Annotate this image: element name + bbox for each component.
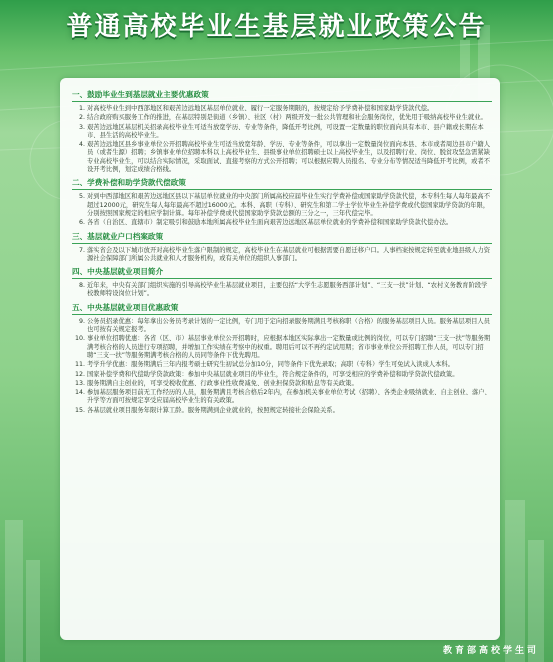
list-item [72, 124, 492, 141]
item-number: 11. [74, 361, 85, 369]
section-1 [72, 90, 492, 174]
section-2 [72, 178, 492, 227]
issuer-footer: 教育部高校学生司 [442, 646, 539, 656]
item-text: 各基层就业项目服务年限计算工龄。服务期满到企业就业的，按照规定转接社会保险关系。 [87, 406, 339, 414]
item-text: 公务员招录优惠：每年拿出公务员考录计划的一定比例，专门用于定向招录服务期满且考核称职（合格）的服务基层项目人员。服务基层项目人员也可按有关规定报考。 [87, 317, 490, 334]
list-item [72, 282, 492, 299]
section-title: 四、中央基层就业项目简介 [72, 267, 492, 279]
list-item [72, 371, 492, 379]
list-item [72, 247, 492, 264]
list-item [72, 380, 492, 388]
notice-content [72, 90, 492, 419]
item-number: 15. [74, 406, 85, 414]
item-text: 落实省会及以下城市放开对高校毕业生落户限制的规定，高校毕业生在基层就业可根据需要自愿迁移户口。人事档案按规定转至就业地县级人力资源社会保障部门所属公共就业和人才服务机构，或有关单位的组织人事部门。 [87, 246, 490, 262]
item-number: 1. [78, 105, 85, 112]
section-title: 一、鼓励毕业生到基层就业主要优惠政策 [72, 90, 492, 102]
item-number: 4. [78, 141, 85, 149]
item-text: 对高校毕业生到中西部地区和艰苦边远地区基层单位就业、履行一定服务期限的，按规定给予学费补偿和国家助学贷款代偿。 [87, 105, 434, 112]
item-number: 10. [74, 335, 85, 343]
item-number: 13. [74, 379, 85, 387]
section-title: 五、中央基层就业项目优惠政策 [72, 303, 492, 315]
page-title: 普通高校毕业生基层就业政策公告 [66, 12, 487, 42]
item-text: 对到中西部地区和艰苦边远地区县以下基层单位就业的中央部门所属高校应届毕业生实行学费补偿或国家助学贷款代偿，本专科生每人每年最高不超过12000元，研究生每人每年最高不超过16000元。本科、高职（专科）、研究生和第二学士学位毕业生补偿学费或代偿国家助学贷款的年限，分别按照国家规定的相应学制计算。每年补偿学费或代偿国家助学贷款总额的三分之一，三年代偿完毕。 [87, 193, 490, 217]
item-text: 艰苦边远地区基层机关招录高校毕业生可适当放宽学历、专业等条件，降低开考比例，可设置一定数量的职位面向具有本市、县户籍或长期在本市、县生活的高校毕业生。 [87, 123, 484, 139]
item-text: 近年来，中央有关部门组织实施的引导高校毕业生基层就业项目，主要包括“大学生志愿服务西部计划”、“三支一扶”计划、“农村义务教育阶段学校教师特设岗位计划”。 [87, 282, 488, 298]
list-item [72, 219, 492, 227]
list-item [72, 105, 492, 113]
item-text: 服务期满自主创业的，可享受税收优惠、行政事业性收费减免、创业担保贷款和贴息等有关政策。 [87, 379, 358, 387]
item-number: 14. [74, 389, 85, 397]
item-number: 8. [78, 282, 85, 290]
list-item [72, 407, 492, 415]
item-number: 3. [78, 123, 85, 131]
item-number: 6. [78, 219, 85, 227]
list-item [72, 193, 492, 218]
item-text: 各省（自治区、直辖市）制定吸引和鼓励本地所属高校毕业生面向艰苦边远地区基层单位就业的学费补偿和国家助学贷款代偿办法。 [87, 219, 453, 227]
item-text: 国家补偿学费和代偿助学贷款政策：参加中央基层就业项目的毕业生，符合规定条件的，可享受相应的学费补偿和助学贷款代偿政策。 [87, 370, 459, 378]
item-number: 12. [74, 370, 85, 378]
list-item [72, 335, 492, 360]
list-item [72, 114, 492, 122]
item-text: 结合政府购买服务工作的推进，在基层特别是街道（乡镇）、社区（村）两级开发一批公共管理和社会服务岗位，优先用于吸纳高校毕业生就业。 [87, 114, 487, 122]
section-3 [72, 232, 492, 264]
item-number: 5. [78, 193, 85, 201]
section-title: 二、学费补偿和助学贷款代偿政策 [72, 178, 492, 190]
item-text: 事业单位招聘优惠：各省（区、市）基层事业单位公开招聘时，应根据本地区实际拿出一定数量或比例的岗位，可以专门招聘“三支一扶”等服务期满考核合格的人员进行专项招聘，并增加工作实绩在考察中的权重。聘用后可以不再约定试用期；省市事业单位公开招聘工作人员，可以专门招聘“三支一扶”等服务期满考核合格的人员同等条件下优先聘用。 [87, 335, 491, 359]
section-5 [72, 303, 492, 415]
item-number: 7. [78, 246, 85, 254]
item-number: 9. [78, 317, 85, 325]
section-title: 三、基层就业户口档案政策 [72, 232, 492, 244]
item-text: 考学升学优惠：服务期满后三年内报考硕士研究生初试总分加10分，同等条件下优先录取；高职（专科）学生可免试入读成人本科。 [87, 361, 454, 369]
list-item [72, 361, 492, 369]
section-4 [72, 267, 492, 299]
item-number: 2. [78, 114, 85, 122]
list-item [72, 141, 492, 174]
list-item [72, 389, 492, 406]
item-text: 参加基层服务项目前无工作经历的人员，服务期满且考核合格后2年内，在参加机关事业单位考试（招聘）、各类企业吸纳就业、自主创业、落户、升学等方面可按规定享受应届高校毕业生的有关政策。 [87, 389, 491, 405]
list-item [72, 318, 492, 335]
item-text: 艰苦边远地区县乡事业单位公开招聘高校毕业生可适当放宽年龄、学历、专业等条件，可以拿出一定数量岗位面向本县、本市或者周边县市户籍人员（或者生源）招聘；乡镇事业单位招聘本科以上高校毕业生、县级事业单位招聘硕士以上高校毕业生，以及招聘行业、岗位、脱贫攻坚急需紧缺专业高校毕业生，可以结合实际情况，采取面试、直接考察的方式公开招聘；可以根据应聘人员报名、专业分布等情况适当降低开考比例，或者不设开考比例，划定成绩合格线。 [87, 141, 490, 174]
